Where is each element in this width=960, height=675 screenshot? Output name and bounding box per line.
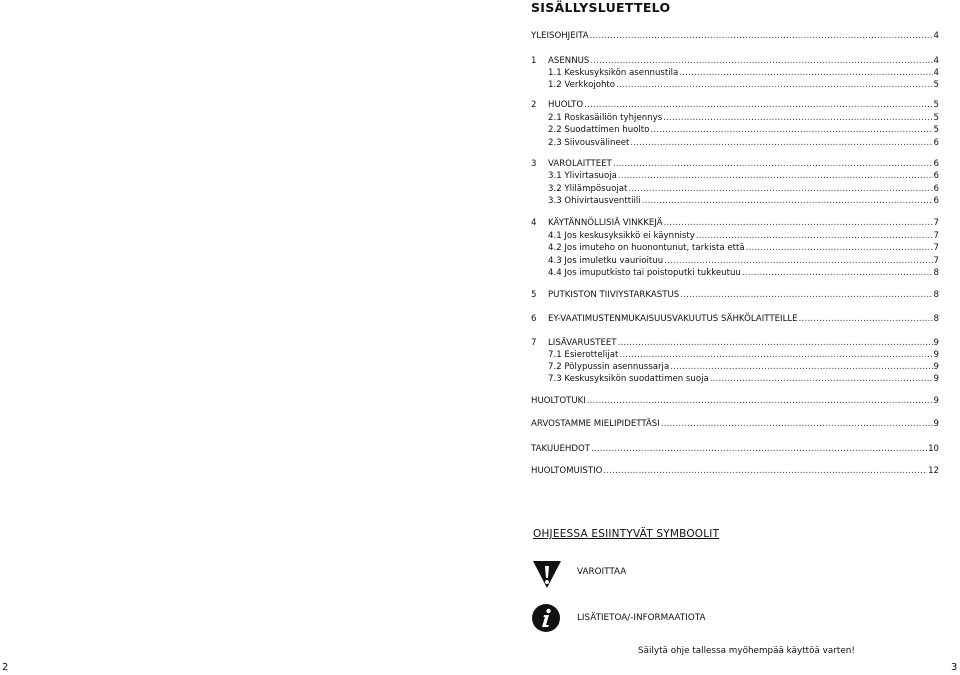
toc-entry-page: 5: [933, 125, 939, 135]
toc-entry-label: 1.1 Keskusyksikön asennustila: [548, 68, 679, 78]
toc-entry-label: 2.1 Roskasäiliön tyhjennys: [548, 113, 663, 123]
symbols-heading: OHJEESSA ESIINTYVÄT SYMBOOLIT: [533, 528, 720, 540]
warning-label: VAROITTAA: [577, 567, 627, 577]
toc-entry: [548, 171, 939, 182]
toc-leader-dots: [746, 243, 933, 254]
toc-entry: [548, 350, 939, 361]
toc-entry-page: 8: [933, 268, 939, 278]
toc-entry-label: 7.1 Esierottelijat: [548, 350, 619, 360]
toc-entry-label: 1.2 Verkkojohto: [548, 80, 616, 90]
page-number-left: 2: [2, 662, 9, 673]
warning-triangle-icon: [532, 559, 562, 589]
toc-entry-page: 9: [933, 419, 939, 429]
info-label: LISÄTIETOA/-INFORMAATIOTA: [577, 613, 706, 623]
toc-entry: [548, 374, 939, 385]
toc-entry-label: 4.1 Jos keskusyksikkö ei käynnisty: [548, 231, 695, 241]
toc-leader-dots: [742, 268, 933, 279]
toc-entry-number: 4: [531, 218, 537, 228]
toc-entry-label: PUTKISTON TIIVIYSTARKASTUS: [548, 290, 680, 300]
toc-leader-dots: [630, 138, 932, 149]
toc-leader-dots: [584, 100, 932, 111]
toc-entry: [548, 125, 939, 136]
toc-entry: [548, 68, 939, 79]
toc-entry: [548, 243, 939, 254]
toc-entry-number: 1: [531, 56, 537, 66]
toc-entry-page: 8: [933, 314, 939, 324]
toc-leader-dots: [679, 68, 932, 79]
toc-entry: [531, 396, 939, 407]
toc-entry-label: HUOLTOTUKI: [531, 396, 586, 406]
toc-entry-page: 5: [933, 113, 939, 123]
toc-entry-number: 5: [531, 290, 537, 300]
toc-leader-dots: [670, 362, 932, 373]
toc-entry-label: 7.2 Pölypussin asennussarja: [548, 362, 670, 372]
toc-entry-page: 12: [928, 466, 939, 476]
toc-entry: [548, 113, 939, 124]
toc-entry: [531, 314, 939, 325]
toc-entry: [531, 290, 939, 301]
toc-entry-page: 9: [933, 338, 939, 348]
toc-leader-dots: [650, 125, 932, 136]
toc-leader-dots: [661, 419, 933, 430]
toc-entry-page: 6: [933, 159, 939, 169]
toc-entry: [548, 138, 939, 149]
toc-leader-dots: [664, 218, 933, 229]
toc-entry-page: 4: [933, 31, 939, 41]
toc-entry-label: 3.3 Ohivirtausventtiili: [548, 196, 641, 206]
toc-leader-dots: [618, 171, 933, 182]
toc-entry-label: YLEISOHJEITA: [531, 31, 589, 41]
toc-leader-dots: [616, 80, 932, 91]
toc-entry: [531, 466, 939, 477]
toc-leader-dots: [664, 256, 932, 267]
toc-leader-dots: [799, 314, 933, 325]
toc-entry-page: 6: [933, 138, 939, 148]
toc-entry-label: 4.4 Jos imuputkisto tai poistoputki tukkeutuu: [548, 268, 741, 278]
toc-entry-page: 6: [933, 184, 939, 194]
toc-entry-page: 7: [933, 218, 939, 228]
toc-entry-label: TAKUUEHDOT: [531, 444, 590, 454]
toc-leader-dots: [618, 338, 933, 349]
toc-entry: [531, 56, 939, 67]
toc-entry: [548, 268, 939, 279]
toc-entry-page: 5: [933, 100, 939, 110]
toc-entry-page: 9: [933, 362, 939, 372]
toc-entry-page: 9: [933, 374, 939, 384]
toc-entry-number: 2: [531, 100, 537, 110]
toc-entry-label: HUOLTO: [548, 100, 584, 110]
toc-leader-dots: [613, 159, 933, 170]
toc-entry: [548, 231, 939, 242]
toc-entry: [548, 196, 939, 207]
toc-entry: [548, 80, 939, 91]
toc-entry-page: 9: [933, 350, 939, 360]
toc-entry: [531, 100, 939, 111]
toc-entry-page: 5: [933, 80, 939, 90]
toc-entry-number: 6: [531, 314, 537, 324]
toc-entry-label: 2.3 Siivousvälineet: [548, 138, 630, 148]
toc-leader-dots: [663, 113, 932, 124]
toc-leader-dots: [619, 350, 932, 361]
page-number-right: 3: [951, 662, 958, 673]
toc-entry-page: 7: [933, 231, 939, 241]
toc-entry-label: 3.1 Ylivirtasuoja: [548, 171, 617, 181]
toc-entry-page: 9: [933, 396, 939, 406]
footer-note: Säilytä ohje tallessa myöhempää käyttöä varten!: [638, 646, 855, 656]
toc-leader-dots: [628, 184, 932, 195]
toc-entry-label: KÄYTÄNNÖLLISIÄ VINKKEJÄ: [548, 218, 663, 228]
toc-entry: [548, 362, 939, 373]
toc-entry-label: HUOLTOMUISTIO: [531, 466, 603, 476]
toc-entry-label: 4.3 Jos imuletku vaurioituu: [548, 256, 664, 266]
toc-entry-label: 7.3 Keskusyksikön suodattimen suoja: [548, 374, 709, 384]
toc-entry-page: 4: [933, 68, 939, 78]
toc-entry: [531, 218, 939, 229]
toc-entry-page: 7: [933, 256, 939, 266]
toc-leader-dots: [590, 56, 932, 67]
toc-entry-label: VAROLAITTEET: [548, 159, 612, 169]
toc-entry: [531, 338, 939, 349]
toc-entry-number: 7: [531, 338, 537, 348]
toc-leader-dots: [587, 396, 933, 407]
toc-entry-page: 6: [933, 171, 939, 181]
toc-entry-page: 8: [933, 290, 939, 300]
toc-entry-number: 3: [531, 159, 537, 169]
toc-entry-label: LISÄVARUSTEET: [548, 338, 617, 348]
toc-entry-label: 3.2 Ylilämpösuojat: [548, 184, 628, 194]
toc-entry: [548, 256, 939, 267]
toc-entry: [531, 419, 939, 430]
toc-leader-dots: [696, 231, 933, 242]
toc-entry-label: ARVOSTAMME MIELIPIDETTÄSI: [531, 419, 660, 429]
toc-entry: [531, 444, 939, 455]
toc-entry-label: 2.2 Suodattimen huolto: [548, 125, 650, 135]
toc-entry-page: 4: [933, 56, 939, 66]
toc-entry: [548, 184, 939, 195]
toc-leader-dots: [591, 444, 927, 455]
toc-entry-page: 10: [928, 444, 939, 454]
toc-entry: [531, 159, 939, 170]
toc-entry-label: EY-VAATIMUSTENMUKAISUUSVAKUUTUS SÄHKÖLAITTEILLE: [548, 314, 798, 324]
toc-entry: [531, 31, 939, 42]
toc-entry-page: 7: [933, 243, 939, 253]
info-icon: [531, 603, 561, 633]
toc-leader-dots: [603, 466, 927, 477]
toc-title: SISÄLLYSLUETTELO: [531, 0, 671, 15]
toc-leader-dots: [642, 196, 933, 207]
toc-leader-dots: [710, 374, 933, 385]
toc-entry-label: 4.2 Jos imuteho on huonontunut, tarkista että: [548, 243, 745, 253]
toc-entry-page: 6: [933, 196, 939, 206]
toc-leader-dots: [680, 290, 932, 301]
toc-leader-dots: [590, 31, 933, 42]
toc-entry-label: ASENNUS: [548, 56, 590, 66]
